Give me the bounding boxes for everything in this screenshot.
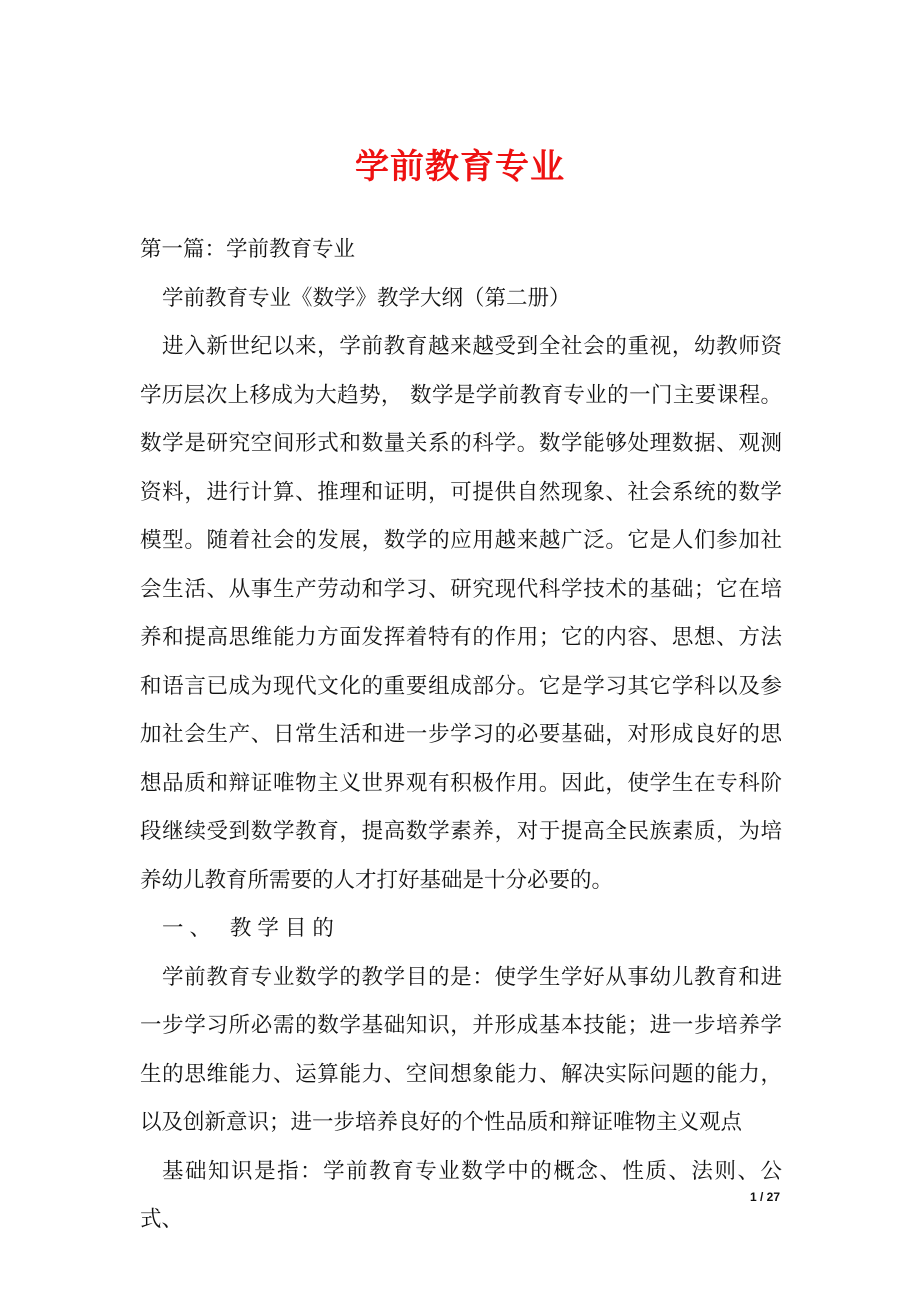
section-heading-objectives: 一、 教学目的: [162, 916, 340, 941]
basic-knowledge-paragraph: 基础知识是指：学前教育专业数学中的概念、性质、法则、公式、: [140, 1158, 782, 1232]
document-body: [140, 226, 782, 1245]
part-heading: 第一篇：学前教育专业: [140, 237, 356, 262]
intro-paragraph: 进入新世纪以来，学前教育越来越受到全社会的重视，幼教师资学历层次上移成为大趋势， 数学是学前教育专业的一门主要课程。数学是研究空间形式和数量关系的科学。数学能够处理数据、观测资料，进行计算、推理和证明，可提供自然现象、社会系统的数学模型。随着社会的发展，数学的应用越来越广泛。它是人们参加社会生活、从事生产劳动和学习、研究现代科学技术的基础；它在培养和提高思维能力方面发挥着特有的作用；它的内容、思想、方法和语言已成为现代文化的重要组成部分。它是学习其它学科以及参加社会生产、日常生活和进一步学习的必要基础，对形成良好的思想品质和辩证唯物主义世界观有积极作用。因此，使学生在专科阶段继续受到数学教育，提高数学素养，对于提高全民族素质，为培养幼儿教育所需要的人才打好基础是十分必要的。: [140, 334, 782, 893]
document-title: 学前教育专业: [355, 147, 565, 187]
syllabus-heading: 学前教育专业《数学》教学大纲（第二册）: [162, 285, 571, 311]
page-number: 1 / 27: [749, 1190, 780, 1204]
objectives-paragraph: 学前教育专业数学的教学目的是：使学生学好从事幼儿教育和进一步学习所必需的数学基础知识，并形成基本技能；进一步培养学生的思维能力、运算能力、空间想象能力、解决实际问题的能力，以及创新意识；进一步培养良好的个性品质和辩证唯物主义观点: [140, 964, 782, 1135]
